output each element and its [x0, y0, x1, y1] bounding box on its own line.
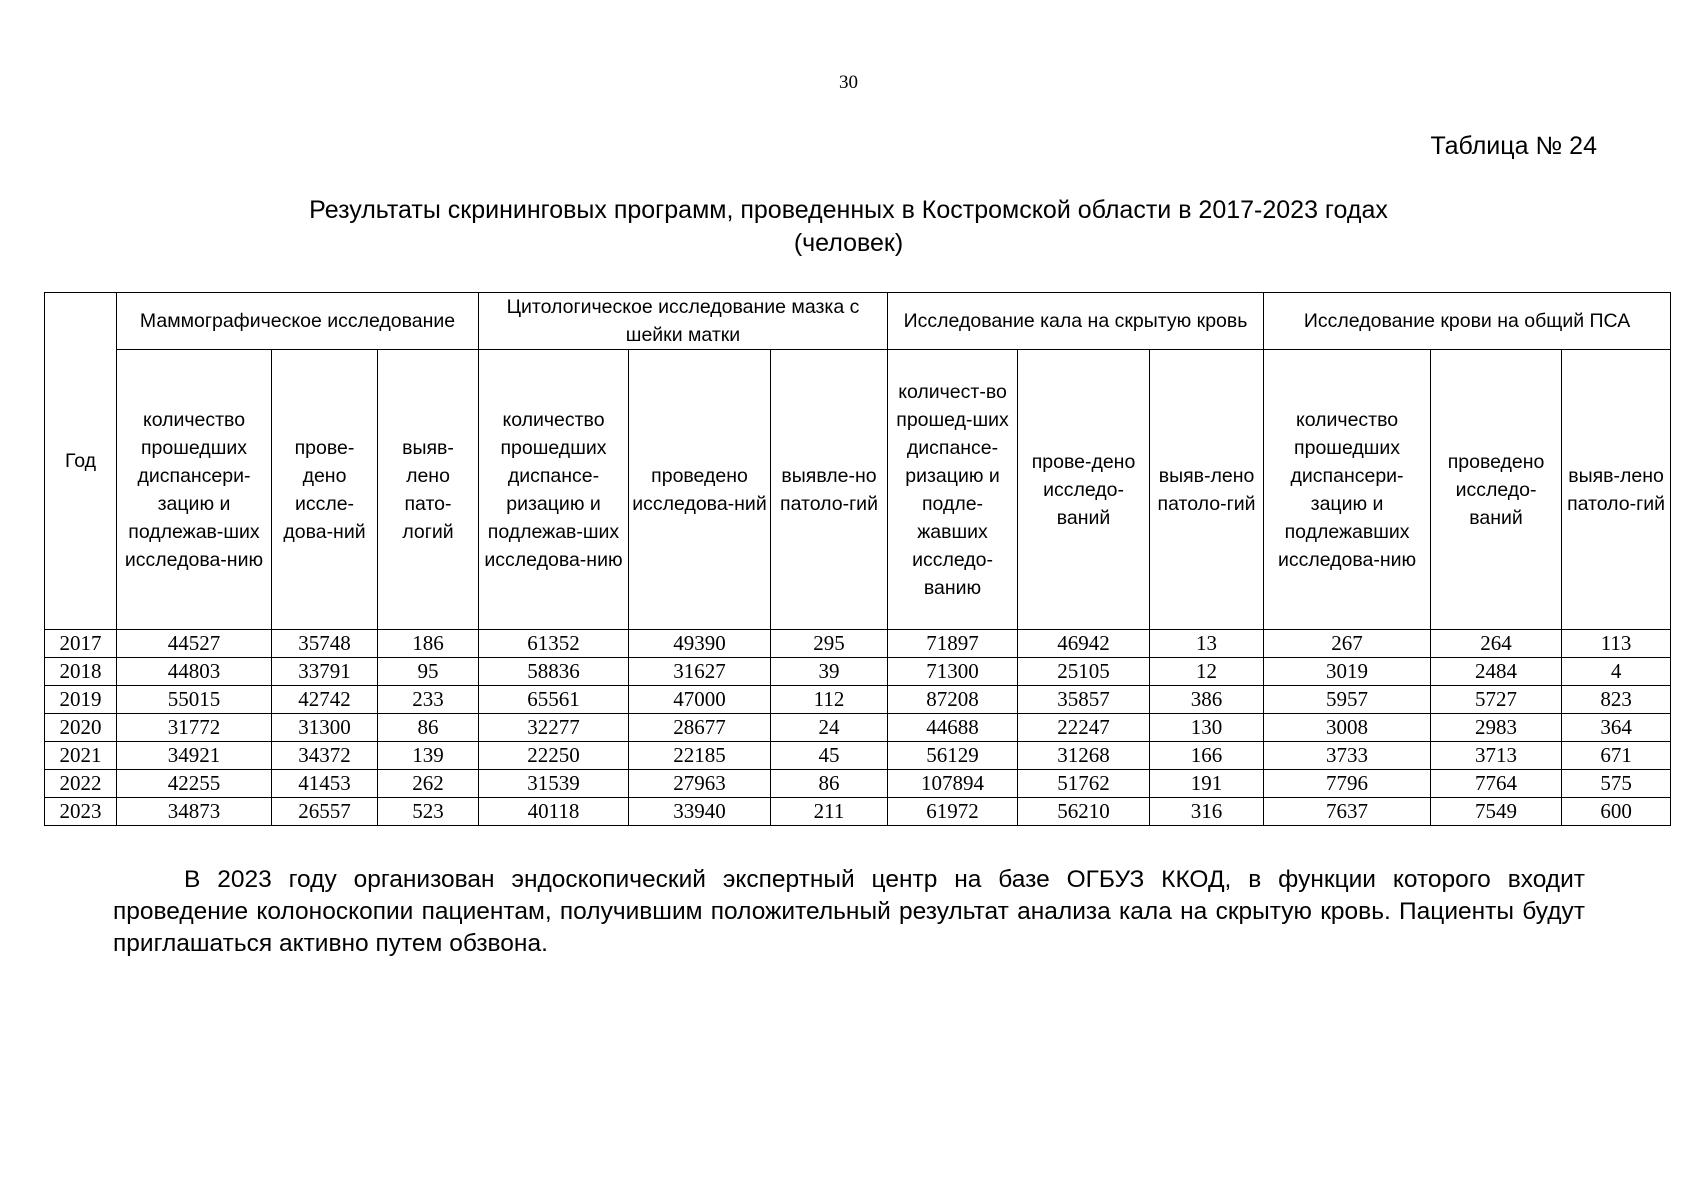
- value-cell: 31300: [272, 714, 378, 742]
- value-cell: 139: [378, 742, 479, 770]
- header-group-row: [45, 293, 1671, 350]
- year-cell: 2018: [45, 658, 117, 686]
- value-cell: 191: [1150, 770, 1264, 798]
- header-group-mammography: Маммографическое исследование: [117, 293, 479, 350]
- table-row: [45, 686, 1671, 714]
- value-cell: 25105: [1018, 658, 1150, 686]
- value-cell: 13: [1150, 630, 1264, 658]
- value-cell: 26557: [272, 798, 378, 826]
- value-cell: 44803: [117, 658, 272, 686]
- header-sub-col: выявле-но патоло-гий: [771, 350, 888, 630]
- table-label: Таблица № 24: [1430, 132, 1597, 160]
- value-cell: 35748: [272, 630, 378, 658]
- table-row: [45, 798, 1671, 826]
- value-cell: 58836: [479, 658, 629, 686]
- header-sub-col: количест-во прошед-ших диспансе-ризацию и подле-жавших исследо-ванию: [888, 350, 1018, 630]
- value-cell: 22250: [479, 742, 629, 770]
- header-sub-col: прове-дено исследо-ваний: [1018, 350, 1150, 630]
- value-cell: 262: [378, 770, 479, 798]
- value-cell: 2983: [1431, 714, 1562, 742]
- value-cell: 45: [771, 742, 888, 770]
- value-cell: 600: [1562, 798, 1671, 826]
- header-sub-col: выяв-лено патоло-гий: [1562, 350, 1671, 630]
- value-cell: 5727: [1431, 686, 1562, 714]
- value-cell: 32277: [479, 714, 629, 742]
- table-row: [45, 742, 1671, 770]
- value-cell: 39: [771, 658, 888, 686]
- value-cell: 28677: [629, 714, 771, 742]
- table-body: [45, 630, 1671, 826]
- value-cell: 575: [1562, 770, 1671, 798]
- table-row: [45, 714, 1671, 742]
- value-cell: 7796: [1264, 770, 1431, 798]
- header-group-fecal-occult-blood: Исследование кала на скрытую кровь: [888, 293, 1264, 350]
- value-cell: 4: [1562, 658, 1671, 686]
- value-cell: 364: [1562, 714, 1671, 742]
- value-cell: 2484: [1431, 658, 1562, 686]
- header-sub-col: прове-дено иссле-дова-ний: [272, 350, 378, 630]
- header-sub-col: выяв-лено патоло-гий: [1150, 350, 1264, 630]
- value-cell: 42742: [272, 686, 378, 714]
- value-cell: 27963: [629, 770, 771, 798]
- value-cell: 267: [1264, 630, 1431, 658]
- value-cell: 31772: [117, 714, 272, 742]
- value-cell: 671: [1562, 742, 1671, 770]
- header-sub-col: проведено исследо-ваний: [1431, 350, 1562, 630]
- value-cell: 61352: [479, 630, 629, 658]
- value-cell: 107894: [888, 770, 1018, 798]
- year-cell: 2023: [45, 798, 117, 826]
- value-cell: 49390: [629, 630, 771, 658]
- year-cell: 2019: [45, 686, 117, 714]
- value-cell: 40118: [479, 798, 629, 826]
- page-number: 30: [839, 72, 858, 93]
- value-cell: 7764: [1431, 770, 1562, 798]
- value-cell: 31539: [479, 770, 629, 798]
- value-cell: 65561: [479, 686, 629, 714]
- value-cell: 113: [1562, 630, 1671, 658]
- value-cell: 41453: [272, 770, 378, 798]
- value-cell: 87208: [888, 686, 1018, 714]
- value-cell: 47000: [629, 686, 771, 714]
- header-sub-col: количество прошедших диспансери-зацию и подлежав-ших исследова-нию: [117, 350, 272, 630]
- value-cell: 186: [378, 630, 479, 658]
- value-cell: 295: [771, 630, 888, 658]
- value-cell: 44688: [888, 714, 1018, 742]
- table-title: [0, 194, 1697, 260]
- value-cell: 22185: [629, 742, 771, 770]
- value-cell: 42255: [117, 770, 272, 798]
- value-cell: 34921: [117, 742, 272, 770]
- header-group-cytology: Цитологическое исследование мазка с шейки матки: [479, 293, 888, 350]
- table-row: [45, 770, 1671, 798]
- value-cell: 316: [1150, 798, 1264, 826]
- header-year: Год: [45, 293, 117, 630]
- header-sub-col: выяв-лено пато-логий: [378, 350, 479, 630]
- value-cell: 130: [1150, 714, 1264, 742]
- body-paragraph: В 2023 году организован эндоскопический экспертный центр на базе ОГБУЗ ККОД, в функции которого входит проведение колоноскопии пациентам, получившим положительный результат анализа кала на скрытую кровь. Пациенты будут приглашаться активно путем обзвона.: [113, 866, 1585, 957]
- value-cell: 523: [378, 798, 479, 826]
- value-cell: 3008: [1264, 714, 1431, 742]
- value-cell: 33940: [629, 798, 771, 826]
- value-cell: 22247: [1018, 714, 1150, 742]
- table-title-line-2: (человек): [793, 229, 904, 257]
- value-cell: 71300: [888, 658, 1018, 686]
- value-cell: 211: [771, 798, 888, 826]
- value-cell: 31268: [1018, 742, 1150, 770]
- value-cell: 823: [1562, 686, 1671, 714]
- value-cell: 3733: [1264, 742, 1431, 770]
- value-cell: 5957: [1264, 686, 1431, 714]
- value-cell: 35857: [1018, 686, 1150, 714]
- table-row: [45, 630, 1671, 658]
- value-cell: 71897: [888, 630, 1018, 658]
- value-cell: 46942: [1018, 630, 1150, 658]
- value-cell: 86: [378, 714, 479, 742]
- value-cell: 44527: [117, 630, 272, 658]
- table-row: [45, 658, 1671, 686]
- value-cell: 56129: [888, 742, 1018, 770]
- value-cell: 233: [378, 686, 479, 714]
- year-cell: 2020: [45, 714, 117, 742]
- value-cell: 31627: [629, 658, 771, 686]
- value-cell: 7637: [1264, 798, 1431, 826]
- value-cell: 3713: [1431, 742, 1562, 770]
- value-cell: 12: [1150, 658, 1264, 686]
- value-cell: 55015: [117, 686, 272, 714]
- value-cell: 3019: [1264, 658, 1431, 686]
- value-cell: 61972: [888, 798, 1018, 826]
- header-group-psa-blood-test: Исследование крови на общий ПСА: [1264, 293, 1671, 350]
- value-cell: 166: [1150, 742, 1264, 770]
- value-cell: 51762: [1018, 770, 1150, 798]
- value-cell: 24: [771, 714, 888, 742]
- header-sub-col: количество прошедших диспансери-зацию и подлежавших исследова-нию: [1264, 350, 1431, 630]
- value-cell: 86: [771, 770, 888, 798]
- header-sub-col: проведено исследова-ний: [629, 350, 771, 630]
- screening-results-table: [44, 292, 1671, 826]
- value-cell: 34372: [272, 742, 378, 770]
- header-sub-col: количество прошедших диспансе-ризацию и подлежав-ших исследова-нию: [479, 350, 629, 630]
- year-cell: 2022: [45, 770, 117, 798]
- table-title-line-1: Результаты скрининговых программ, проведенных в Костромской области в 2017-2023 годах: [309, 196, 1388, 224]
- value-cell: 56210: [1018, 798, 1150, 826]
- value-cell: 264: [1431, 630, 1562, 658]
- year-cell: 2021: [45, 742, 117, 770]
- value-cell: 34873: [117, 798, 272, 826]
- value-cell: 95: [378, 658, 479, 686]
- header-sub-row: [45, 350, 1671, 630]
- value-cell: 386: [1150, 686, 1264, 714]
- year-cell: 2017: [45, 630, 117, 658]
- value-cell: 7549: [1431, 798, 1562, 826]
- value-cell: 112: [771, 686, 888, 714]
- value-cell: 33791: [272, 658, 378, 686]
